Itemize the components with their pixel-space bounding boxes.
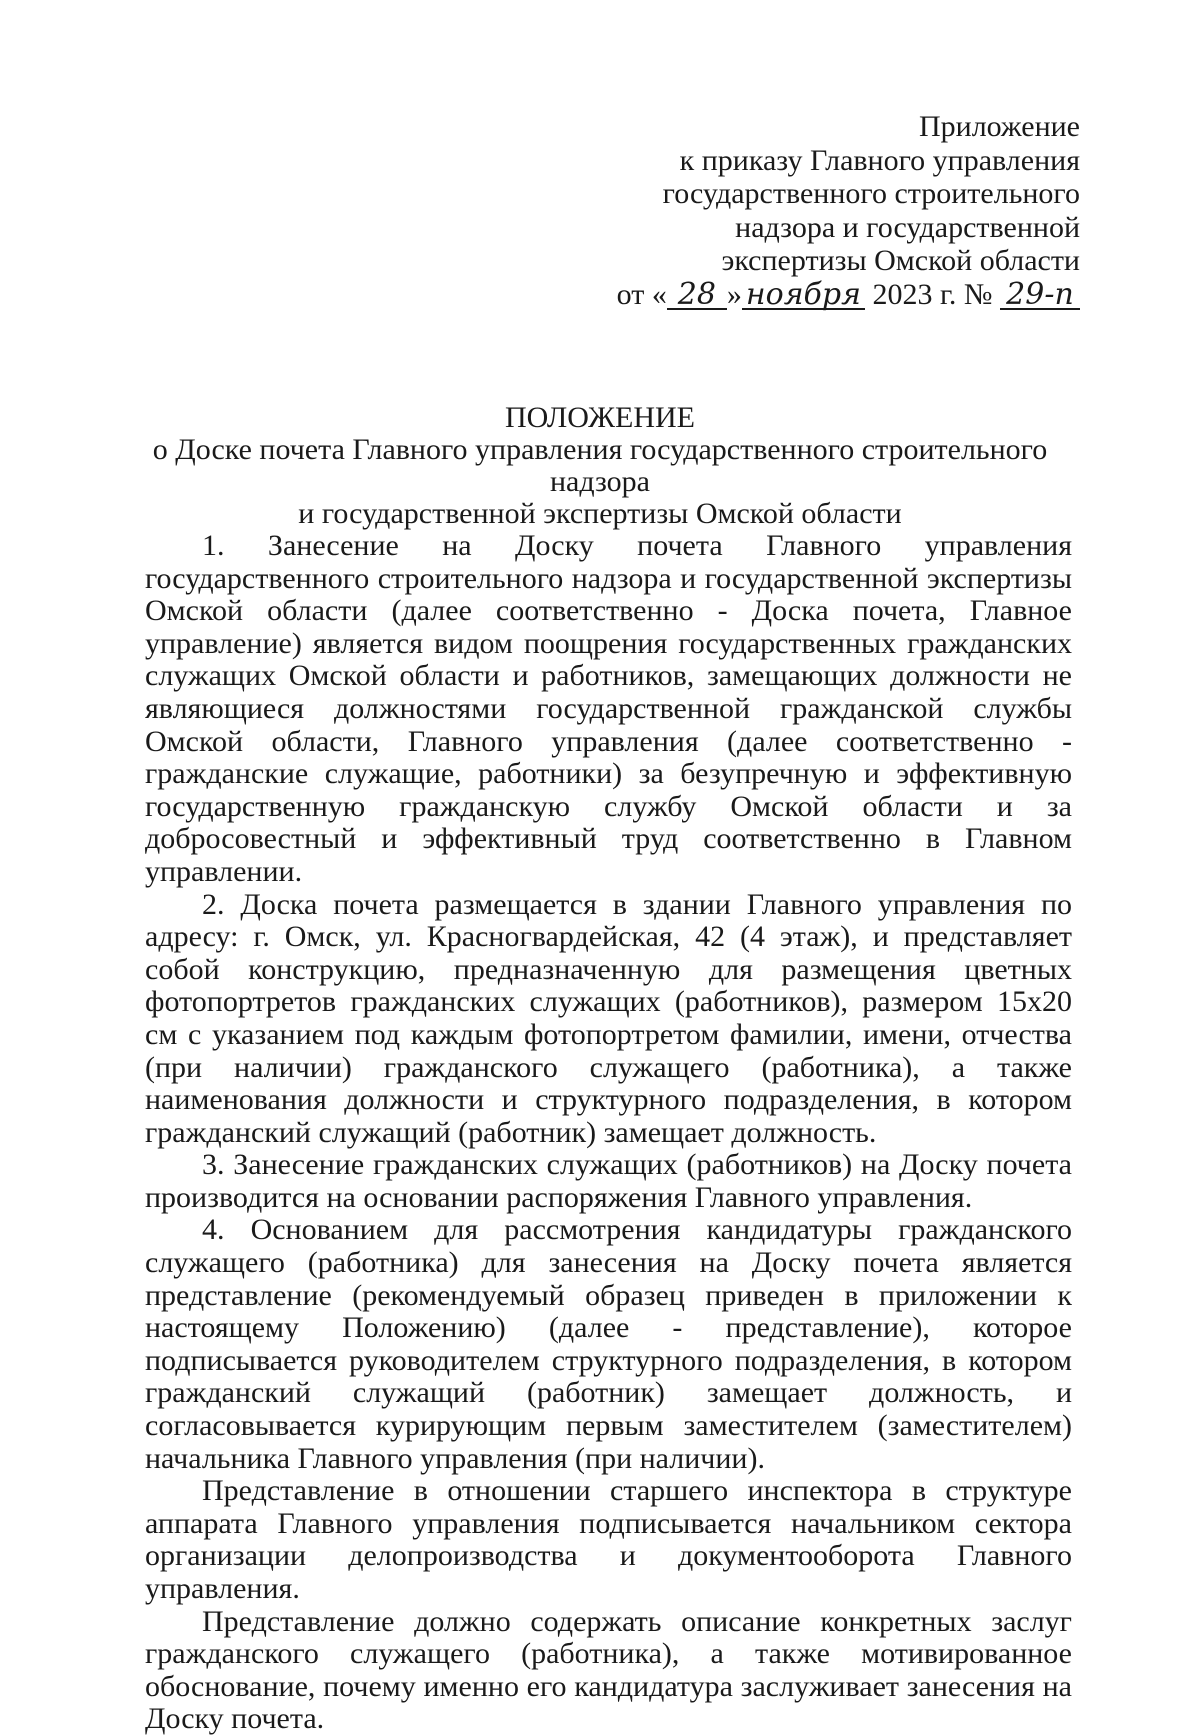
paragraph-3: 3. Занесение гражданских служащих (работников) на Доску почета производится на основании распоряжения Главного управления. — [145, 1148, 1072, 1214]
date-prefix: от « — [616, 277, 667, 311]
appendix-line: экспертизы Омской области — [721, 244, 1080, 277]
appendix-line: надзора и государственной — [735, 210, 1080, 244]
paragraph-2: 2. Доска почета размещается в здании Главного управления по адресу: г. Омск, ул. Красногвардейская, 42 (4 этаж), и представляет собой конструкцию, предназначенную для размещения цветных фотопортретов гражданских служащих (работников), размером 15х20 см с указанием под каждым фотопортретом фамилии, имени, отчества (при наличии) гражданского служащего (работника), а также наименования должности и структурного подразделения, в котором гражданский служащий (работник) замещает должность. — [145, 887, 1072, 1149]
appendix-line: государственного строительного — [662, 177, 1080, 210]
date-year-number-label: 2023 г. № — [872, 277, 993, 311]
paragraph-1: 1. Занесение на Доску почета Главного управления государственного строительного надзора и государственной экспертизы Омской области (далее соответственно - Доска почета, Главное управление) является видом поощрения государственных гражданских служащих Омской области и работников, замещающих должности не являющиеся должностями государственной гражданской службы Омской области, Главного управления (далее соответственно - гражданские служащие, работники) за безупречную и эффективную государственную гражданскую службу Омской области и за добросовестный и эффективный труд соответственно в Главном управлении. — [145, 529, 1072, 888]
document-title — [120, 402, 1080, 530]
handwritten-day: 28 — [667, 282, 727, 310]
document-body — [145, 530, 1072, 1736]
paragraph-4: 4. Основанием для рассмотрения кандидатуры гражданского служащего (работника) для занесения на Доску почета является представление (рекомендуемый образец приведен в приложении к настоящему Положению) (далее - представление), которое подписывается руководителем структурного подразделения, в котором гражданский служащий (работник) замещает должность, и согласовывается курирующим первым заместителем (заместителем) начальника Главного управления (при наличии). — [145, 1213, 1072, 1475]
order-date-line — [560, 278, 1080, 312]
paragraph-4-requirements: Представление должно содержать описание конкретных заслуг гражданского служащего (работника), а также мотивированное обоснование, почему именно его кандидатура заслуживает занесения на Доску почета. — [145, 1604, 1072, 1736]
appendix-line: Приложение — [918, 110, 1080, 143]
paragraph-4-addendum: Представление в отношении старшего инспектора в структуре аппарата Главного управления подписывается начальником сектора организации делопроизводства и документооборота Главного управления. — [145, 1474, 1072, 1605]
title-subtitle-line2: и государственной экспертизы Омской области — [298, 497, 902, 530]
handwritten-order-number: 29-п — [1000, 282, 1080, 310]
handwritten-month: ноября — [742, 282, 865, 310]
title-heading: ПОЛОЖЕНИЕ — [505, 401, 695, 434]
appendix-header — [560, 110, 1080, 311]
title-subtitle-line1: о Доске почета Главного управления государственного строительного надзора — [152, 433, 1048, 498]
date-quote-close: » — [726, 277, 742, 311]
appendix-line: к приказу Главного управления — [679, 143, 1080, 177]
